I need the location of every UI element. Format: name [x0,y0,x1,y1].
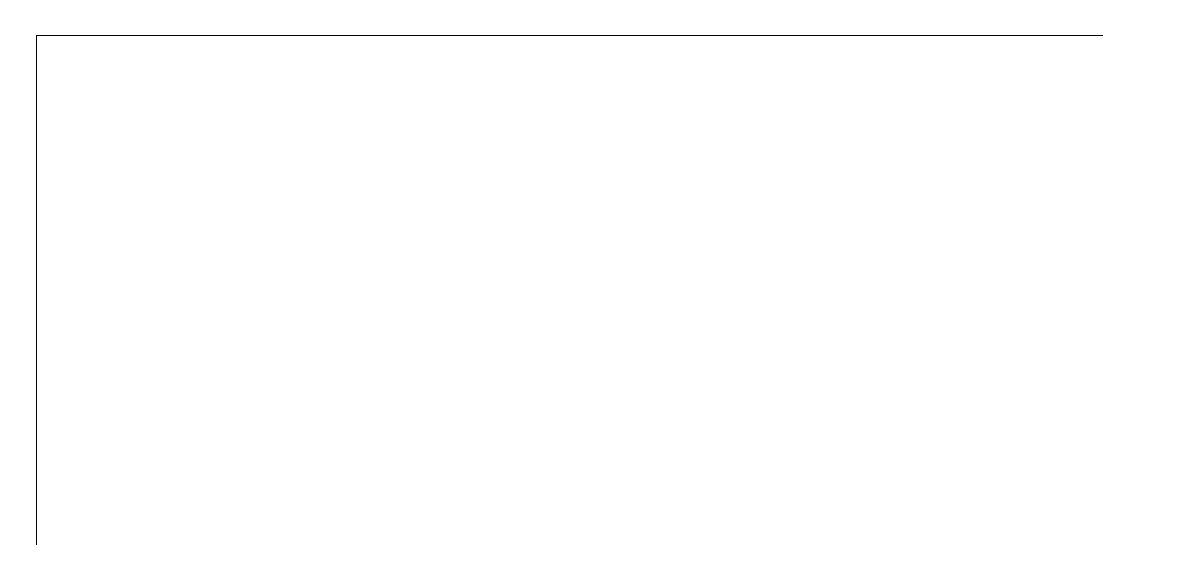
y-axis-labels [4,35,32,545]
colorbar [1109,35,1161,545]
heatmap-grid [36,35,1103,545]
